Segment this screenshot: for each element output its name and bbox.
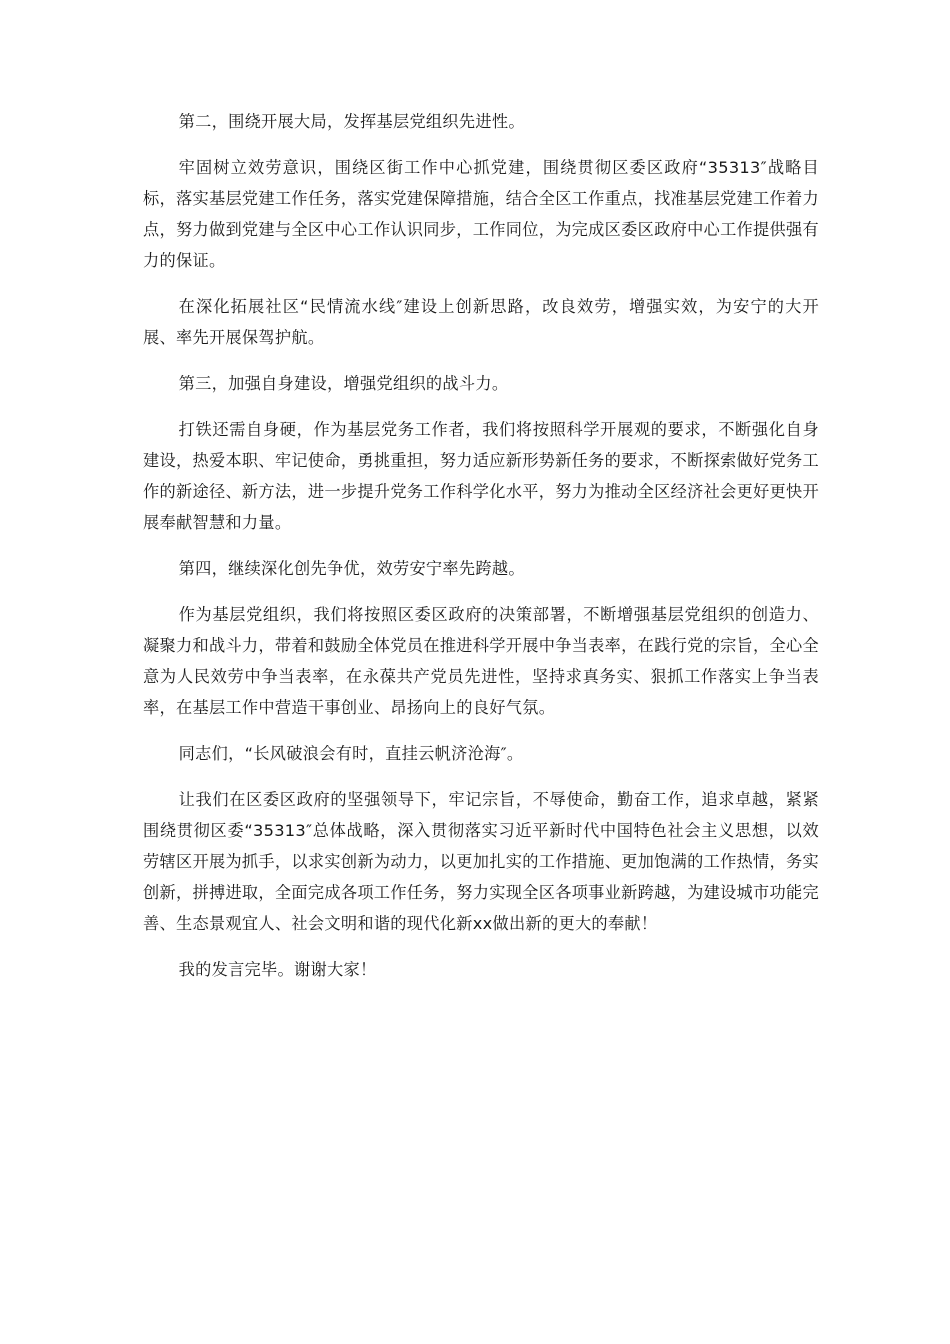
paragraph-self-building: 打铁还需自身硬，作为基层党务工作者，我们将按照科学开展观的要求，不断强化自身建设，热爱本职、牢记使命，勇挑重担，努力适应新形势新任务的要求，不断探索做好党务工作的新途径、新方法，进一步提升党务工作科学化水平，努力为推动全区经济社会更好更快开展奉献智慧和力量。 bbox=[143, 419, 819, 533]
document-body bbox=[143, 106, 819, 1000]
paragraph-closing-call: 让我们在区委区政府的坚强领导下，牢记宗旨，不辱使命，勤奋工作，追求卓越，紧紧围绕贯彻区委“35313″总体战略，深入贯彻落实习近平新时代中国特色社会主义思想，以效劳辖区开展为抓手，以求实创新为动力，以更加扎实的工作措施、更加饱满的工作热情，务实创新，拼搏进取，全面完成各项工作任务，努力实现全区各项事业新跨越，为建设城市功能完善、生态景观宜人、社会文明和谐的现代化新xx做出新的更大的奉献！ bbox=[143, 789, 819, 934]
paragraph-grassroots-organization: 作为基层党组织，我们将按照区委区政府的决策部署，不断增强基层党组织的创造力、凝聚力和战斗力，带着和鼓励全体党员在推进科学开展中争当表率，在践行党的宗旨，全心全意为人民效劳中争当表率，在永葆共产党员先进性，坚持求真务实、狠抓工作落实上争当表率，在基层工作中营造干事创业、昂扬向上的良好气氛。 bbox=[143, 604, 819, 718]
paragraph-community-innovation: 在深化拓展社区“民情流水线″建设上创新思路，改良效劳，增强实效，为安宁的大开展、率先开展保驾护航。 bbox=[143, 297, 819, 348]
paragraph-service-awareness: 牢固树立效劳意识，围绕区街工作中心抓党建，围绕贯彻区委区政府“35313″战略目标，落实基层党建工作任务，落实党建保障措施，结合全区工作重点，找准基层党建工作着力点，努力做到党建与全区中心工作认识同步，工作同位，为完成区委区政府中心工作提供强有力的保证。 bbox=[143, 157, 819, 271]
paragraph-comrades-quote: 同志们，“长风破浪会有时，直挂云帆济沧海″。 bbox=[178, 743, 524, 763]
paragraph-thanks: 我的发言完毕。谢谢大家！ bbox=[178, 960, 377, 980]
paragraph-section-four-heading: 第四，继续深化创先争优，效劳安宁率先跨越。 bbox=[178, 558, 525, 578]
paragraph-section-two-heading: 第二，围绕开展大局，发挥基层党组织先进性。 bbox=[178, 112, 525, 131]
paragraph-section-three-heading: 第三，加强自身建设，增强党组织的战斗力。 bbox=[178, 373, 509, 393]
